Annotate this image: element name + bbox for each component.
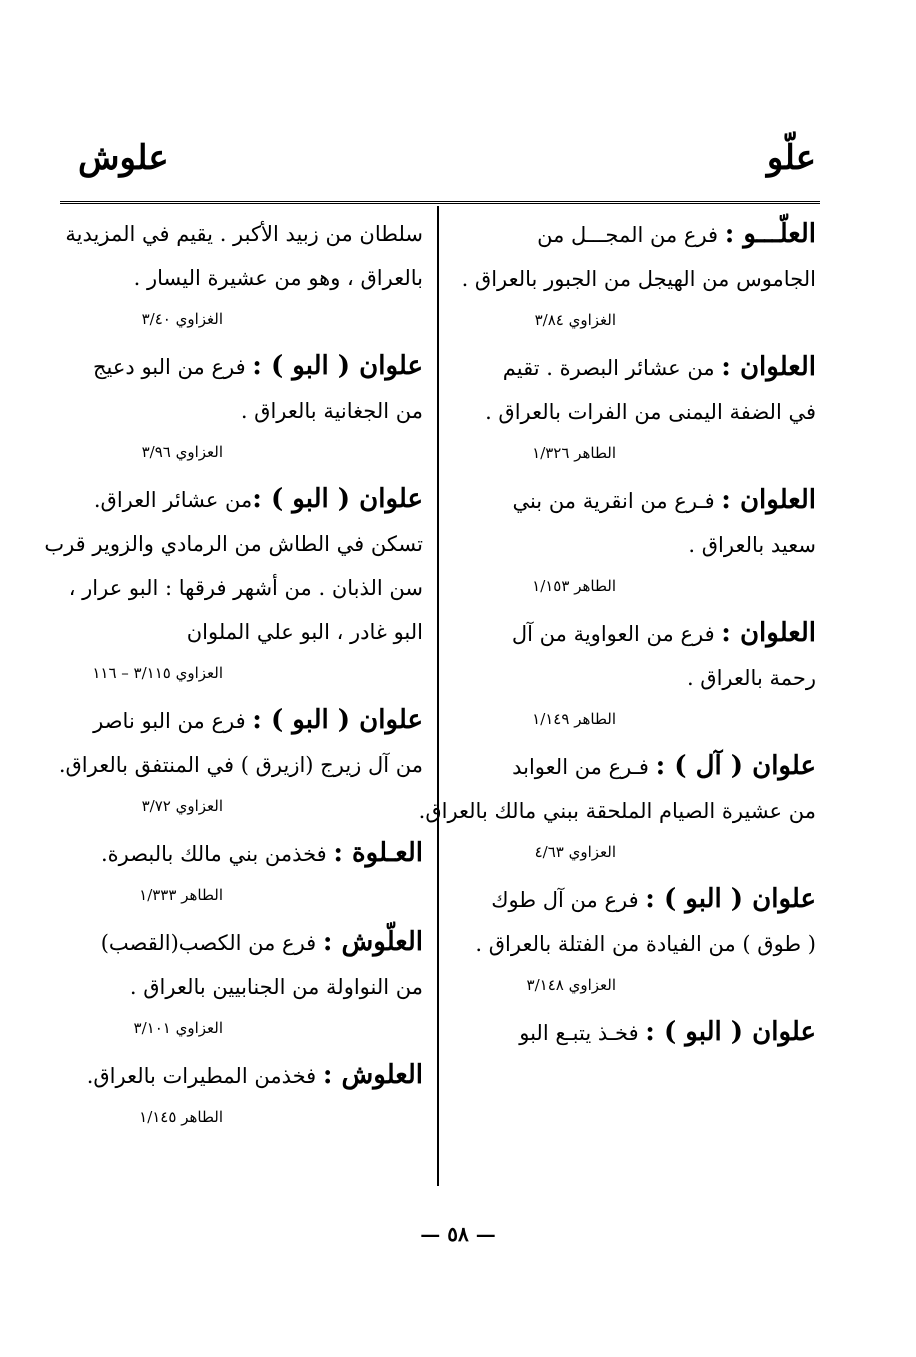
source-reference: العزاوي ٣/٩٦ <box>141 443 223 461</box>
entry-line: رحمة بالعراق . <box>686 666 816 690</box>
source-reference: العزاوي ٤/٦٣ <box>534 843 616 861</box>
entry-line: علوان ( البو ) : فرع من آل طوك <box>491 884 816 914</box>
dictionary-entry <box>471 611 816 738</box>
entry-line: علوان ( البو ) : فخـذ يتبـع البو <box>519 1017 816 1047</box>
entry-line: العلوان : فـرع من انقرية من بني <box>512 485 816 515</box>
page-number: — ٥٨ — <box>420 1222 496 1246</box>
entry-line: سلطان من زبيد الأكبر . يقيم في المزيدية <box>65 222 423 246</box>
entry-line: العلوش : فخذمن المطيرات بالعراق. <box>86 1060 423 1090</box>
dictionary-entry <box>471 345 816 472</box>
entry-line: علوان ( آل ) : فـرع من العوابد <box>512 751 816 781</box>
entry-line: في الضفة اليمنى من الفرات بالعراق . <box>485 400 816 424</box>
right-column <box>418 212 816 1061</box>
entry-line: علوان ( البو ) : فرع من البو دعيج <box>93 351 423 381</box>
entry-line: علوان ( البو ) : فرع من البو ناصر <box>93 705 423 735</box>
source-reference: الطاهر ١/١٤٥ <box>139 1108 223 1126</box>
source-reference: العزاوي ٣/١٠١ <box>133 1019 223 1037</box>
entry-line: الجاموس من الهيجل من الجبور بالعراق . <box>461 267 816 291</box>
entry-line: العلّـــو : فرع من المجـــل من <box>537 219 816 249</box>
entry-line: سعيد بالعراق . <box>688 533 816 557</box>
dictionary-entry <box>78 344 423 471</box>
entry-line: سن الذبان . من أشهر فرقها : البو عرار ، <box>68 576 423 600</box>
entry-line: من عشيرة الصيام الملحقة ببني مالك بالعراق. <box>418 799 816 823</box>
source-reference: الطاهر ١/٣٣٣ <box>139 886 223 904</box>
entry-line: من آل زيرج (ازيرق ) في المنتفق بالعراق. <box>58 753 423 777</box>
source-reference: العزاوي ٣/١٤٨ <box>526 976 616 994</box>
entry-line: العـلوة : فخذمن بني مالك بالبصرة. <box>100 838 423 868</box>
entry-line: من النواولة من الجنابيين بالعراق . <box>129 975 423 999</box>
dictionary-entry <box>44 477 423 692</box>
source-reference: العزاوي ٣/٧٢ <box>141 797 223 815</box>
entry-line: العلّوش : فرع من الكصب(القصب) <box>100 927 423 957</box>
entry-line: بالعراق ، وهو من عشيرة اليسار . <box>133 266 423 290</box>
entry-line: العلوان : من عشائر البصرة . تقيم <box>502 352 816 382</box>
entry-line: البو غادر ، البو علي الملوان <box>186 620 423 644</box>
entry-line: علوان ( البو ) :من عشائر العراق. <box>93 484 423 514</box>
column-divider <box>437 206 439 1186</box>
entry-line: من الجغانية بالعراق . <box>240 399 423 423</box>
left-column <box>44 212 423 1142</box>
dictionary-entry <box>58 698 423 825</box>
running-header-right: علّو <box>766 138 816 178</box>
dictionary-entry <box>471 478 816 605</box>
dictionary-entry <box>471 877 816 1004</box>
running-header-left: علوش <box>78 138 169 178</box>
source-reference: الطاهر ١/١٤٩ <box>532 710 616 728</box>
dictionary-entry <box>461 212 816 339</box>
source-reference: الطاهر ١/٣٢٦ <box>532 444 616 462</box>
dictionary-entry <box>78 920 423 1047</box>
source-reference: الطاهر ١/١٥٣ <box>532 577 616 595</box>
source-reference: الغزاوي ٣/٤٠ <box>141 310 223 328</box>
dictionary-entry <box>78 1053 423 1136</box>
dictionary-entry <box>78 831 423 914</box>
dictionary-entry <box>418 744 816 871</box>
dictionary-entry <box>65 212 423 338</box>
source-reference: الغزاوي ٣/٨٤ <box>534 311 616 329</box>
source-reference: العزاوي ٣/١١٥ – ١١٦ <box>92 664 223 682</box>
entry-line: تسكن في الطاش من الرمادي والزوير قرب <box>44 532 423 556</box>
dictionary-entry <box>471 1010 816 1055</box>
header-rule <box>60 201 820 204</box>
entry-line: العلوان : فرع من العواوية من آل <box>511 618 816 648</box>
entry-line: ( طوق ) من الفيادة من الفتلة بالعراق . <box>475 932 816 956</box>
